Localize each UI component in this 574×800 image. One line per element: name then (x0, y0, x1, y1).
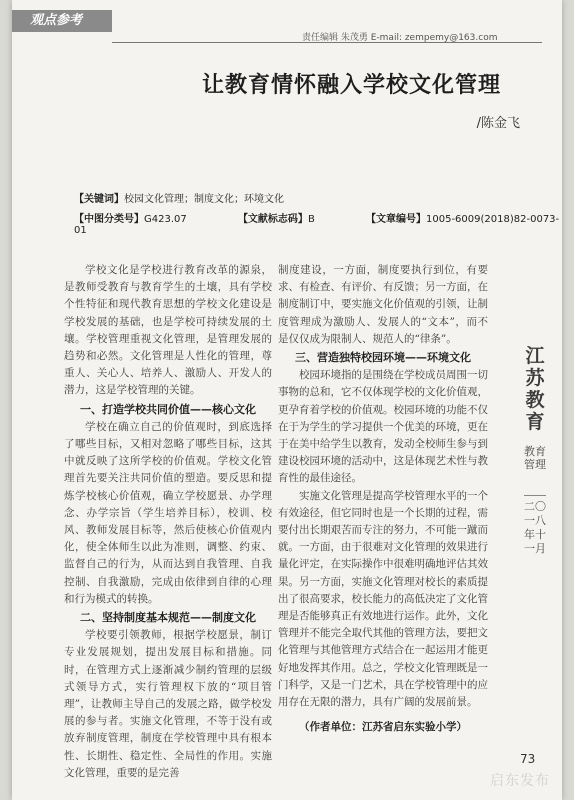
magazine-page (12, 0, 562, 800)
right-column (278, 262, 488, 736)
author-affiliation: （作者单位：江苏省启东实验小学） (299, 721, 467, 734)
paragraph: 学校要引领教师，根据学校愿景，制订专业发展规划，提出发展目标和措施。同时，在管理方式上逐渐减少制约管理的层级式领导方式，实行管理权下放的“项目管理”，让教师主导自己的发展之路，做学校发展的参与者。实施文化管理，不等于没有或放弃制度管理，制度在学校管理中具有根本性、长期性、稳定性、全局性的作用。实施文化管理，重要的是完善 (64, 629, 272, 779)
watermark: 启东发布 (490, 773, 550, 789)
left-column (64, 262, 272, 782)
paragraph: 学校文化是学校进行教育改革的源泉，是教师受教育与教育学生的土壤，具有学校个性特征和现代教育思想的学校文化建设是学校发展的基础，也是学校可持续发展的土壤。学校管理重视文化管理，是管理发展的趋势和必然。文化管理是人性化的管理，尊重人、关心人、培养人、激励人、开发人的潜力，这是学校管理的关键。 (64, 264, 272, 397)
article-author: /陈金飞 (476, 116, 520, 131)
article-title: 让教育情怀融入学校文化管理 (202, 72, 502, 98)
keywords: 校园文化管理；制度文化；环境文化 (124, 194, 284, 205)
clc-value: G423.07 (144, 214, 187, 225)
paragraph: 实施文化管理是提高学校管理水平的一个有效途径，但它同时也是一个长期的过程，需要付出长期艰苦而专注的努力，不可能一蹴而就。一方面，由于很难对文化管理的效果进行量化评定，在实际操作中很难明确地评估其效果。另一方面，实施文化管理对校长的素质提出了很高要求，校长能力的高低决定了文化管理是否能够真正有效地进行运作。此外，文化管理并不能完全取代其他的管理方法，要把文化管理与其他管理方式结合在一起运用才能更好地发挥其作用。总之，学校文化管理既是一门科学，又是一门艺术，具在学校管理中的应用存在无限的潜力，具有广阔的发展前景。 (278, 489, 488, 709)
editor-line: 责任编辑 朱茂勇 E-mail: zempemy@163.com (302, 33, 498, 43)
article-no-label: 【文章编号】 (366, 214, 426, 225)
doc-code-value: B (307, 214, 315, 225)
magazine-section: 教育管理 (524, 445, 546, 471)
section-heading-2: 二、坚持制度基本规范——制度文化 (80, 611, 256, 625)
article-no-value: 1005-6009(2018)82-0073-01 (74, 214, 560, 236)
issue-date: 二〇一八年十一月 (524, 495, 546, 556)
column-tag: 观点参考 (12, 10, 112, 32)
keywords-label: 【关键词】 (74, 194, 124, 205)
magazine-logo: 江苏教育 (525, 345, 545, 433)
keywords-line (74, 190, 284, 205)
header-rule (112, 42, 542, 43)
section-heading-1: 一、打造学校共同价值——核心文化 (80, 402, 256, 416)
paragraph: 制度建设，一方面，制度要执行到位，有要求、有检查、有评价、有反馈；另一方面，在制度制订中，要实施文化价值观的引领，让制度管理成为激励人、发展人的“文本”，而不是仅仅成为限制人、规范人的“律条”。 (278, 264, 488, 345)
clc-label: 【中图分类号】 (74, 214, 144, 225)
page-number: 73 (520, 752, 536, 766)
doc-code-label: 【文献标志码】 (237, 214, 308, 225)
classification-line (74, 210, 562, 236)
section-heading-3: 三、营造独特校园环境——环境文化 (295, 351, 471, 365)
paragraph: 校园环境指的是围绕在学校成员周围一切事物的总和，它不仅体现学校的文化价值观，更孕育着学校的价值观。校园环境的功能不仅在于为学生的学习提供一个优美的环境，更在于在美中给学生以教育，发动全校师生参与到建设校园环境的活动中，这是体现艺术性与教育性的最佳途径。 (278, 369, 488, 485)
paragraph: 学校在确立自己的价值观时，到底选择了哪些目标，又相对忽略了哪些目标，这其中就反映了这所学校的价值观。学校文化管理首先要关注共同价值的塑造。要反思和提炼学校核心价值观，确立学校愿景、办学理念、办学宗旨（学生培养目标），校训、校风、教师发展目标等，然后使核心价值观内化，使全体师生以此为准则，调整、约束、监督自己的行为，从而达到自我管理、自我控制、自我激励，完成由依律到自律的心理和行为模式的转换。 (64, 420, 272, 605)
